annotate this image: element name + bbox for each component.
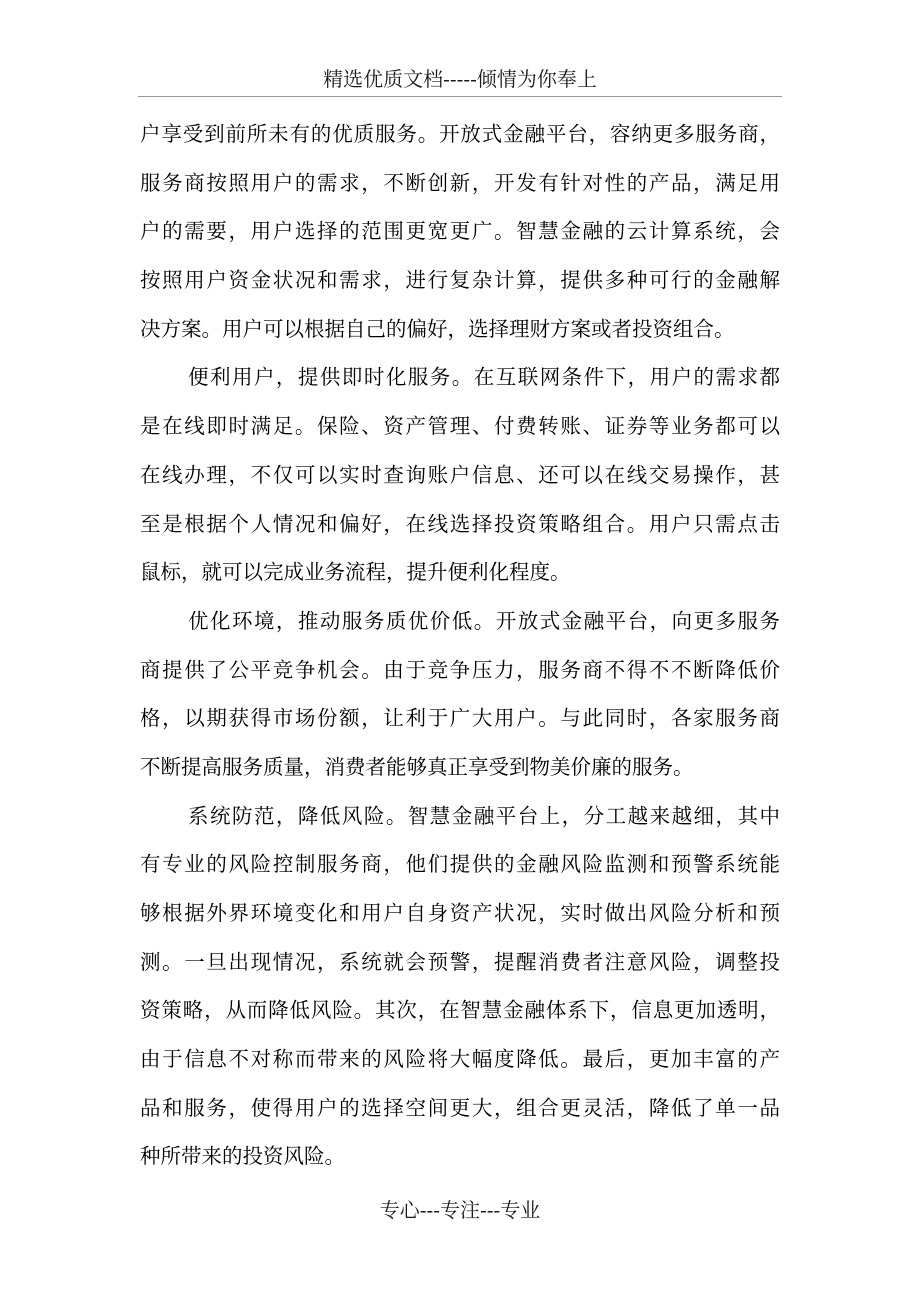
text-line: 有专业的风险控制服务商，他们提供的金融风险监测和预警系统能 — [140, 852, 780, 877]
text-line: 服务商按照用户的需求，不断创新，开发有针对性的产品，满足用 — [140, 170, 780, 195]
text-line: 户享受到前所未有的优质服务。开放式金融平台，容纳更多服务商， — [140, 122, 780, 146]
text-line: 决方案。用户可以根据自己的偏好，选择理财方案或者投资组合。 — [140, 316, 735, 341]
text-line: 格，以期获得市场份额，让利于广大用户。与此同时，各家服务商 — [140, 706, 780, 731]
text-line: 测。一旦出现情况，系统就会预警，提醒消费者注意风险，调整投 — [140, 949, 780, 974]
text-line: 是在线即时满足。保险、资产管理、付费转账、证券等业务都可以 — [140, 414, 780, 439]
text-line: 便利用户，提供即时化服务。在互联网条件下，用户的需求都 — [188, 365, 780, 390]
text-line: 资策略，从而降低风险。其次，在智慧金融体系下，信息更加透明， — [140, 998, 780, 1023]
page-footer: 专心---专注---专业 — [379, 1198, 541, 1222]
text-line: 鼠标，就可以完成业务流程，提升便利化程度。 — [140, 560, 571, 585]
paragraph-3 — [140, 597, 780, 792]
text-line: 优化环境，推动服务质优价低。开放式金融平台，向更多服务 — [188, 608, 780, 633]
text-line: 够根据外界环境变化和用户自身资产状况，实时做出风险分析和预 — [140, 901, 780, 925]
text-line: 商提供了公平竞争机会。由于竞争压力，服务商不得不不断降低价 — [140, 657, 780, 682]
text-line: 不断提高服务质量，消费者能够真正享受到物美价廉的服务。 — [140, 754, 694, 779]
text-line: 在线办理，不仅可以实时查询账户信息、还可以在线交易操作，甚 — [140, 462, 780, 487]
text-line: 种所带来的投资风险。 — [140, 1144, 345, 1169]
text-line: 户的需要，用户选择的范围更宽更广。智慧金融的云计算系统，会 — [140, 219, 780, 244]
text-line: 由于信息不对称而带来的风险将大幅度降低。最后，更加丰富的产 — [140, 1047, 780, 1072]
paragraph-2 — [140, 353, 780, 596]
text-line: 至是根据个人情况和偏好，在线选择投资策略组合。用户只需点击 — [140, 511, 780, 536]
text-line: 按照用户资金状况和需求，进行复杂计算，提供多种可行的金融解 — [140, 268, 780, 293]
paragraph-1 — [140, 110, 780, 353]
page-header: 精选优质文档-----倾情为你奉上 — [138, 62, 782, 97]
text-line: 系统防范，降低风险。智慧金融平台上，分工越来越细，其中 — [188, 803, 780, 828]
document-body — [140, 110, 780, 1181]
text-line: 品和服务，使得用户的选择空间更大，组合更灵活，降低了单一品 — [140, 1095, 780, 1120]
paragraph-4 — [140, 792, 780, 1182]
